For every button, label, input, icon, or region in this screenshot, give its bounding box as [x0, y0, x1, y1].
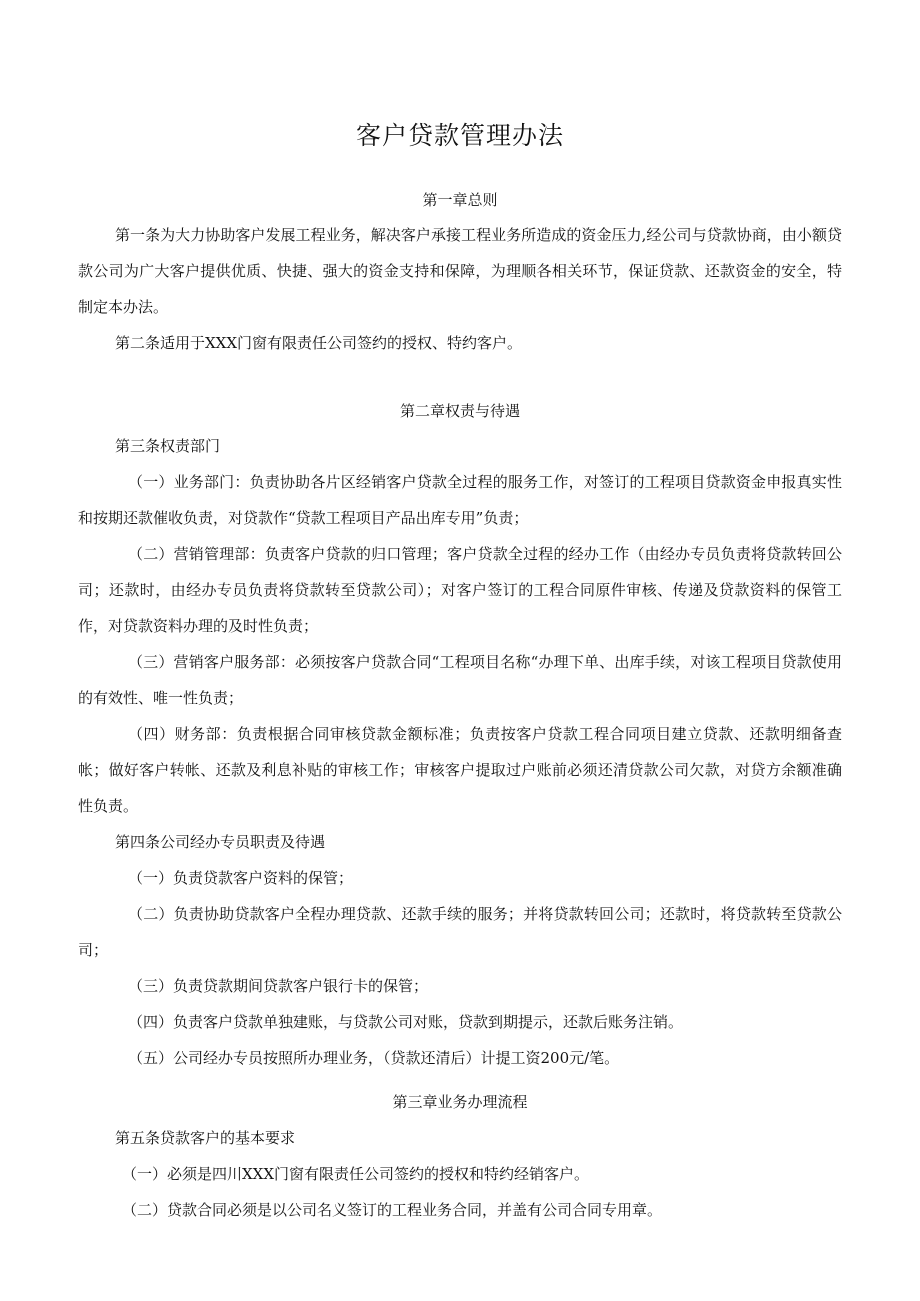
article-heading: 第三条权责部门 [115, 437, 221, 455]
list-item: （四）负责客户贷款单独建账，与贷款公司对账，贷款到期提示，还款后账务注销。 [128, 1013, 684, 1031]
document-title: 客户贷款管理办法 [355, 121, 564, 150]
article-heading: 第五条贷款客户的基本要求 [115, 1129, 296, 1147]
list-item: （二）负责协助贷款客户全程办理贷款、还款手续的服务；并将贷款转回公司；还款时，将贷款转至贷款公司； [78, 905, 842, 959]
article-paragraph: 第一条为大力协助客户发展工程业务，解决客户承接工程业务所造成的资金压力,经公司与贷款协商，由小额贷款公司为广大客户提供优质、快捷、强大的资金支持和保障，为理顺各相关环节，保证贷款、还款资金的安全，特制定本办法。 [78, 226, 842, 316]
list-item: （一）必须是四川XXX门窗有限责任公司签约的授权和特约经销客户。 [122, 1165, 590, 1183]
chapter-heading: 第三章业务办理流程 [392, 1093, 528, 1111]
list-item: （三）负责贷款期间贷款客户银行卡的保管； [128, 977, 429, 995]
list-item: （四）财务部：负责根据合同审核贷款金额标准；负责按客户贷款工程合同项目建立贷款、还款明细备查帐；做好客户转帐、还款及利息补贴的审核工作；审核客户提取过户账前必须还清贷款公司欠款，对贷方余额准确性负责。 [78, 725, 842, 815]
chapter-heading: 第二章权责与待遇 [399, 402, 520, 420]
list-item: （一）业务部门：负责协助各片区经销客户贷款全过程的服务工作，对签订的工程项目贷款资金申报真实性和按期还款催收负责，对贷款作“贷款工程项目产品出库专用”负责； [78, 473, 842, 527]
list-item: （二）贷款合同必须是以公司名义签订的工程业务合同，并盖有公司合同专用章。 [122, 1201, 663, 1219]
list-item: （五）公司经办专员按照所办理业务，（贷款还清后）计提工资200元/笔。 [128, 1049, 620, 1067]
list-item: （三）营销客户服务部：必须按客户贷款合同“工程项目名称“办理下单、出库手续，对该工程项目贷款使用的有效性、唯一性负责； [78, 653, 842, 707]
list-item: （二）营销管理部：负责客户贷款的归口管理；客户贷款全过程的经办工作（由经办专员负责将贷款转回公司；还款时，由经办专员负责将贷款转至贷款公司）；对客户签订的工程合同原件审核、传递及贷款资料的保管工作，对贷款资料办理的及时性负责； [78, 545, 842, 635]
article-heading: 第四条公司经办专员职责及待遇 [115, 833, 326, 851]
chapter-heading: 第一章总则 [422, 191, 498, 209]
article-paragraph: 第二条适用于XXX门窗有限责任公司签约的授权、特约客户。 [115, 334, 523, 352]
list-item: （一）负责贷款客户资料的保管； [128, 869, 354, 887]
